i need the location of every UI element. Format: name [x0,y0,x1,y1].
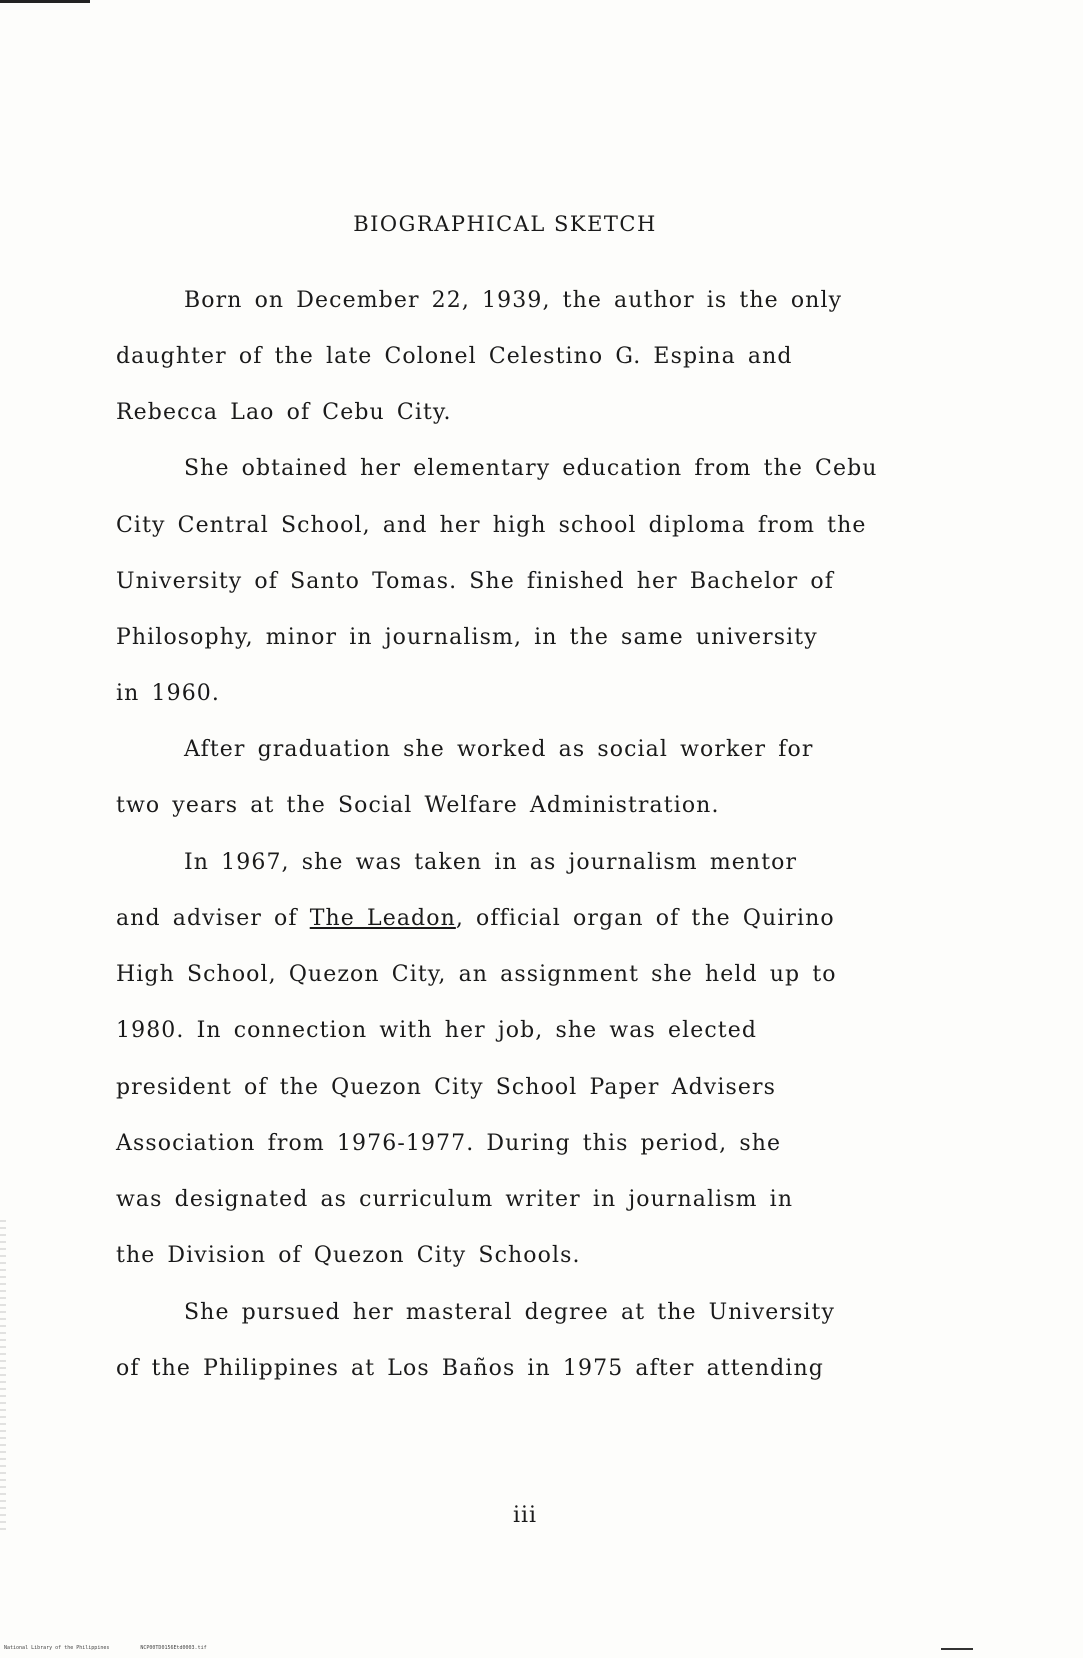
text-line: of the Philippines at Los Baños in 1975 after attending [116,1356,824,1381]
footer-rule [941,1648,973,1650]
text-line: She pursued her masteral degree at the University [184,1300,835,1325]
footer-library: National Library of the Philippines [4,1645,110,1651]
text-line: High School, Quezon City, an assignment she held up to [116,962,837,987]
text-line: Rebecca Lao of Cebu City. [116,400,452,425]
text-line: Born on December 22, 1939, the author is the only [184,288,843,313]
scan-edge-noise [0,1220,6,1530]
text-line-adviser [116,906,835,931]
footer-file: NCP00TD0156Etd0003.tif [140,1645,207,1651]
page-number: iii [512,1503,538,1528]
text-line: in 1960. [116,681,220,706]
text-line: Philosophy, minor in journalism, in the same university [116,625,818,650]
scan-edge-mark [0,0,90,3]
text-line: 1980. In connection with her job, she was elected [116,1018,758,1043]
text-line: was designated as curriculum writer in journalism in [116,1187,794,1212]
scan-footer [4,1645,207,1651]
text-line: She obtained her elementary education from the Cebu [184,456,878,481]
text-line: daughter of the late Colonel Celestino G. Espina and [116,344,793,369]
text-line: Association from 1976-1977. During this period, she [116,1131,782,1156]
page-title: BIOGRAPHICAL SKETCH [353,212,657,236]
text-fragment: , official organ of the Quirino [455,906,835,931]
text-line: City Central School, and her high school diploma from the [116,513,867,538]
text-line: president of the Quezon City School Paper Advisers [116,1075,776,1100]
text-line: two years at the Social Welfare Administration. [116,793,720,818]
publication-title: The Leadon [309,906,456,931]
text-line: the Division of Quezon City Schools. [116,1243,581,1268]
text-line: After graduation she worked as social worker for [184,737,814,762]
text-line: University of Santo Tomas. She finished her Bachelor of [116,569,834,594]
text-line: In 1967, she was taken in as journalism mentor [184,850,798,875]
text-fragment: and adviser of [116,906,310,931]
